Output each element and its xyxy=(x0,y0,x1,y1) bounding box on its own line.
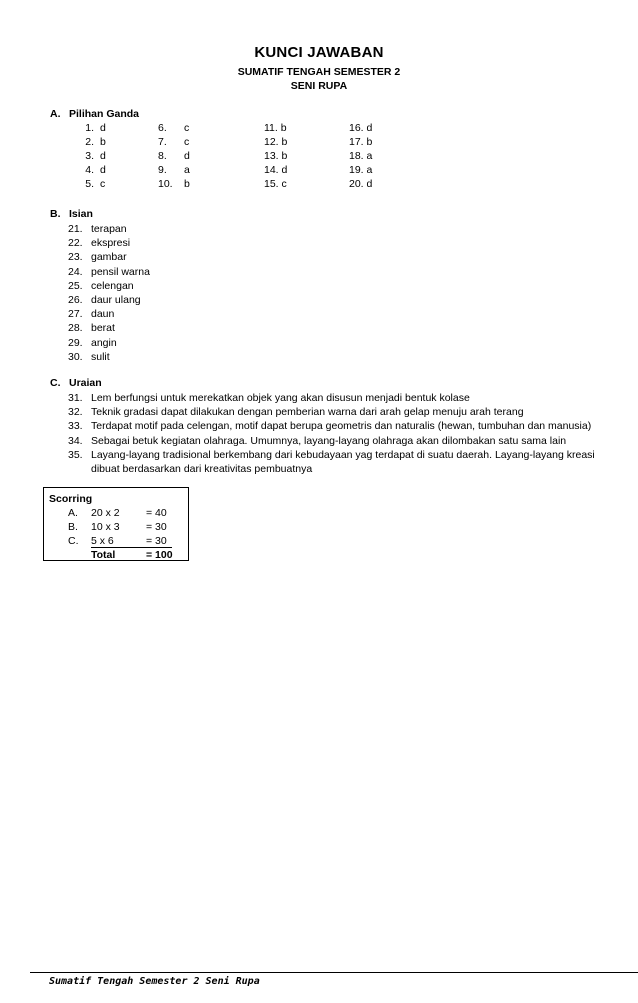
answer-item: 15. c xyxy=(264,178,287,190)
answer-item: 16. d xyxy=(349,122,373,134)
list-item: 33. Terdapat motif pada celengan, motif dapat berupa geometris dan naturalis (hewan, tumbuhan dan manusia) xyxy=(68,420,592,433)
list-item: 21. terapan xyxy=(68,223,127,235)
answer-item: 3. d xyxy=(85,150,106,162)
list-item: 34. Sebagai betuk kegiatan olahraga. Umumnya, layang-layang olahraga akan dilombakan satu sama lain xyxy=(68,434,567,447)
section-c-title: Uraian xyxy=(69,377,102,389)
list-item: 30. sulit xyxy=(68,350,110,363)
footer-divider xyxy=(30,972,638,973)
footer-text: Sumatif Tengah Semester 2 Seni Rupa xyxy=(49,976,260,987)
answer-item: 1. d xyxy=(85,122,106,134)
total-value: = 100 xyxy=(146,549,173,561)
list-item: 22. ekspresi xyxy=(68,237,131,250)
page-title: KUNCI JAWABAN xyxy=(254,44,384,61)
list-item: 28. berat xyxy=(68,322,115,335)
answer-item: 6. c xyxy=(158,122,190,134)
section-b-title: Isian xyxy=(69,208,93,220)
answer-item: 2. b xyxy=(85,136,106,148)
answer-item: 13. b xyxy=(264,150,288,162)
total-label: Total xyxy=(91,549,116,561)
answer-item: 20. d xyxy=(349,178,373,190)
subject-title: SENI RUPA xyxy=(290,80,348,92)
answer-item: 9. a xyxy=(158,164,190,176)
scoring-title: Scorring xyxy=(49,493,93,505)
answer-item: 18. a xyxy=(349,150,373,162)
answer-item: 4. d xyxy=(85,164,106,176)
answer-item: 17. b xyxy=(349,136,373,148)
answer-item: 19. a xyxy=(349,164,373,176)
section-b-heading xyxy=(50,208,93,220)
list-item: 27. daun xyxy=(68,308,115,321)
section-c-letter: C. xyxy=(50,377,61,389)
section-a-letter: A. xyxy=(50,108,61,120)
list-item: 25. celengan xyxy=(68,279,134,292)
list-item: 35. Layang-layang tradisional berkembang dari kebudayaan yag terdapat di suatu daerah. Layang-layang kreasi dibuat berdasarkan dari kreativitas pembuatnya xyxy=(68,448,595,476)
section-a-heading xyxy=(50,108,139,120)
answer-item: 8. d xyxy=(158,150,190,162)
essay-answers xyxy=(68,391,613,476)
section-b-letter: B. xyxy=(50,208,61,220)
scoring-box: Scorring A. 20 x 2 = 40 B. 10 x 3 = 30 C. 5 x 6 = 30 Total = 100 xyxy=(43,487,189,561)
answer-item: 12. b xyxy=(264,136,288,148)
list-item: 32. Teknik gradasi dapat dilakukan dengan pemberian warna dari arah gelap menuju arah terang xyxy=(68,406,524,419)
list-item: 31. Lem berfungsi untuk merekatkan objek yang akan disusun menjadi bentuk kolase xyxy=(68,392,470,404)
fill-in-answers xyxy=(68,222,150,364)
list-item: 24. pensil warna xyxy=(68,265,150,278)
section-c-heading xyxy=(50,377,102,389)
list-item: 23. gambar xyxy=(68,251,127,264)
answer-item: 14. d xyxy=(264,164,288,176)
answer-item: 10. b xyxy=(158,178,190,190)
section-a-title: Pilihan Ganda xyxy=(69,108,140,120)
answer-item: 7. c xyxy=(158,136,190,148)
list-item: 29. angin xyxy=(68,336,117,349)
answer-item: 5. c xyxy=(85,178,106,190)
page-subtitle: SUMATIF TENGAH SEMESTER 2 xyxy=(237,66,401,78)
list-item: 26. daur ulang xyxy=(68,294,141,307)
answer-item: 11. b xyxy=(264,122,287,134)
